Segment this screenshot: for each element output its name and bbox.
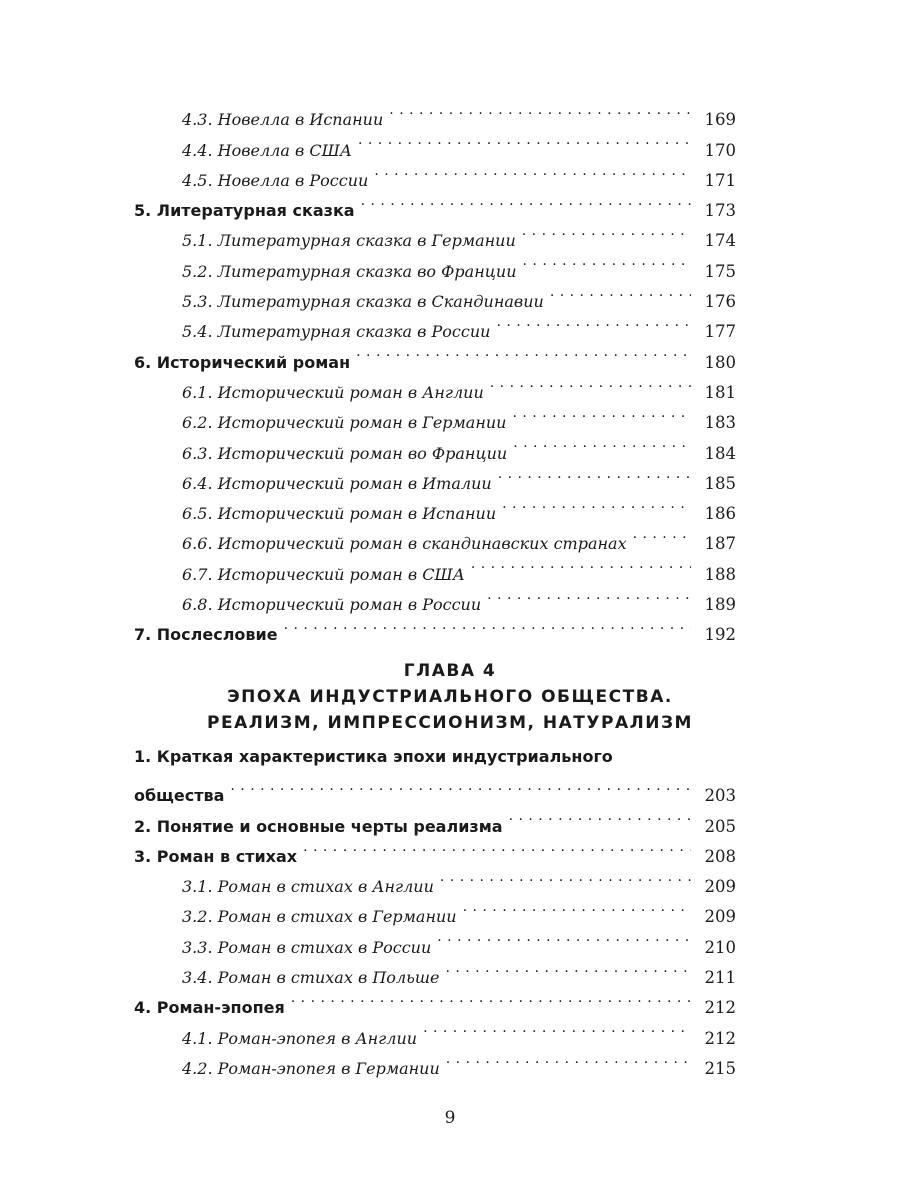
leader-dots [423,1013,690,1043]
toc-entry-label: 3.3. Роман в стихах в России [182,937,432,957]
leader-dots [284,610,691,640]
leader-dots [358,125,691,155]
toc-entry-page: 208 [704,846,736,866]
toc-entry-page: 175 [704,261,736,281]
leader-dots [374,156,690,186]
toc-entry-label: 6.3. Исторический роман во Франции [182,443,508,463]
toc-entry-page: 203 [704,786,736,806]
toc-entry-label: 3.4. Роман в стихах в Польше [182,968,440,988]
toc-entry-page: 183 [704,413,736,433]
leader-dots [446,1044,691,1074]
toc-entry-page: 189 [704,595,736,615]
toc-entry-page: 215 [704,1058,736,1078]
toc-bottom-section [134,741,736,1078]
toc-entry-page: 184 [704,443,736,463]
toc-entry-label: 6.8. Исторический роман в России [182,595,482,615]
toc-entry-page: 181 [704,382,736,402]
toc-entry-page: 186 [704,504,736,524]
toc-entry-page: 185 [704,473,736,493]
toc-entry-page: 205 [704,816,736,836]
toc-entry-page: 171 [704,170,736,190]
toc-entry-label: 5. Литературная сказка [134,201,355,221]
toc-entry-page: 180 [704,352,736,372]
leader-dots [550,277,691,307]
leader-dots [512,398,690,428]
leader-dots [471,549,691,579]
leader-dots [440,862,691,892]
leader-dots [490,368,691,398]
leader-dots [291,983,691,1013]
toc-entry-label: 6.2. Исторический роман в Германии [182,413,507,433]
toc-entry-label: 3. Роман в стихах [134,846,298,866]
toc-entry-label: 5.3. Литературная сказка в Скандинавии [182,292,544,312]
toc-entry-label: 6. Исторический роман [134,352,351,372]
toc-entry-label: 6.5. Исторический роман в Испании [182,504,497,524]
leader-dots [509,801,691,831]
leader-dots [502,489,690,519]
toc-entry-page: 174 [704,231,736,251]
leader-dots [463,892,691,922]
toc-entry-label: 4.4. Новелла в США [182,140,352,160]
toc-entry-page: 177 [704,322,736,342]
toc-entry-page: 210 [704,937,736,957]
toc-entry-label: 2. Понятие и основные черты реализма [134,816,503,836]
toc-entry-page: 169 [704,110,736,130]
toc-entry-label: 4.1. Роман-эпопея в Англии [182,1028,418,1048]
chapter-title-line-2: РЕАЛИЗМ, ИМПРЕССИОНИЗМ, НАТУРАЛИЗМ [207,713,693,733]
toc-entry-label: 4.3. Новелла в Испании [182,110,384,130]
toc-entry-page: 212 [704,1028,736,1048]
leader-dots [303,832,690,862]
toc-entry-main-wrapped-first-line [134,743,736,771]
toc-entry-page: 209 [704,907,736,927]
toc-entry-sub [134,95,736,130]
leader-dots [437,922,690,952]
toc-entry-page: 188 [704,564,736,584]
toc-entry-page: 192 [704,625,736,645]
chapter-number: ГЛАВА 4 [403,661,497,681]
toc-entry-label: 5.2. Литературная сказка во Франции [182,261,517,281]
toc-entry-page: 212 [704,998,736,1018]
toc-entry-label: 5.1. Литературная сказка в Германии [182,231,516,251]
leader-dots [445,953,690,983]
toc-entry-label: общества [134,786,225,806]
leader-dots [523,246,691,276]
leader-dots [496,307,690,337]
toc-entry-page: 209 [704,877,736,897]
toc-entry-label: 4.2. Роман-эпопея в Германии [182,1058,440,1078]
toc-entry-label: 6.6. Исторический роман в скандинавских странах [182,534,627,554]
leader-dots [230,771,690,801]
leader-dots [389,95,690,125]
toc-entry-label: 6.1. Исторический роман в Англии [182,382,484,402]
toc-entry-page: 176 [704,292,736,312]
leader-dots [513,428,690,458]
toc-entry-label: 6.4. Исторический роман в Италии [182,473,492,493]
toc-top-section [134,95,736,645]
toc-entry-label: 7. Послесловие [134,625,278,645]
chapter-heading [0,658,900,736]
toc-entry-page: 173 [704,201,736,221]
leader-dots [633,519,691,549]
toc-entry-page: 211 [704,968,736,988]
leader-dots [361,186,691,216]
toc-entry-label: 6.7. Исторический роман в США [182,564,465,584]
toc-entry-label: 4.5. Новелла в России [182,170,369,190]
chapter-title-line-1: ЭПОХА ИНДУСТРИАЛЬНОГО ОБЩЕСТВА. [227,687,673,707]
toc-entry-label: 3.1. Роман в стихах в Англии [182,877,434,897]
toc-entry-page: 187 [704,534,736,554]
leader-dots [522,216,691,246]
toc-entry-label: 5.4. Литературная сказка в России [182,322,491,342]
toc-entry-label: 4. Роман-эпопея [134,998,285,1018]
leader-dots [356,337,690,367]
page-number: 9 [444,1108,456,1128]
leader-dots [498,459,691,489]
toc-entry-label: 1. Краткая характеристика эпохи индустриального [134,747,613,766]
toc-entry-label: 3.2. Роман в стихах в Германии [182,907,457,927]
toc-entry-page: 170 [704,140,736,160]
leader-dots [487,580,690,610]
toc-entry-main [134,771,736,806]
